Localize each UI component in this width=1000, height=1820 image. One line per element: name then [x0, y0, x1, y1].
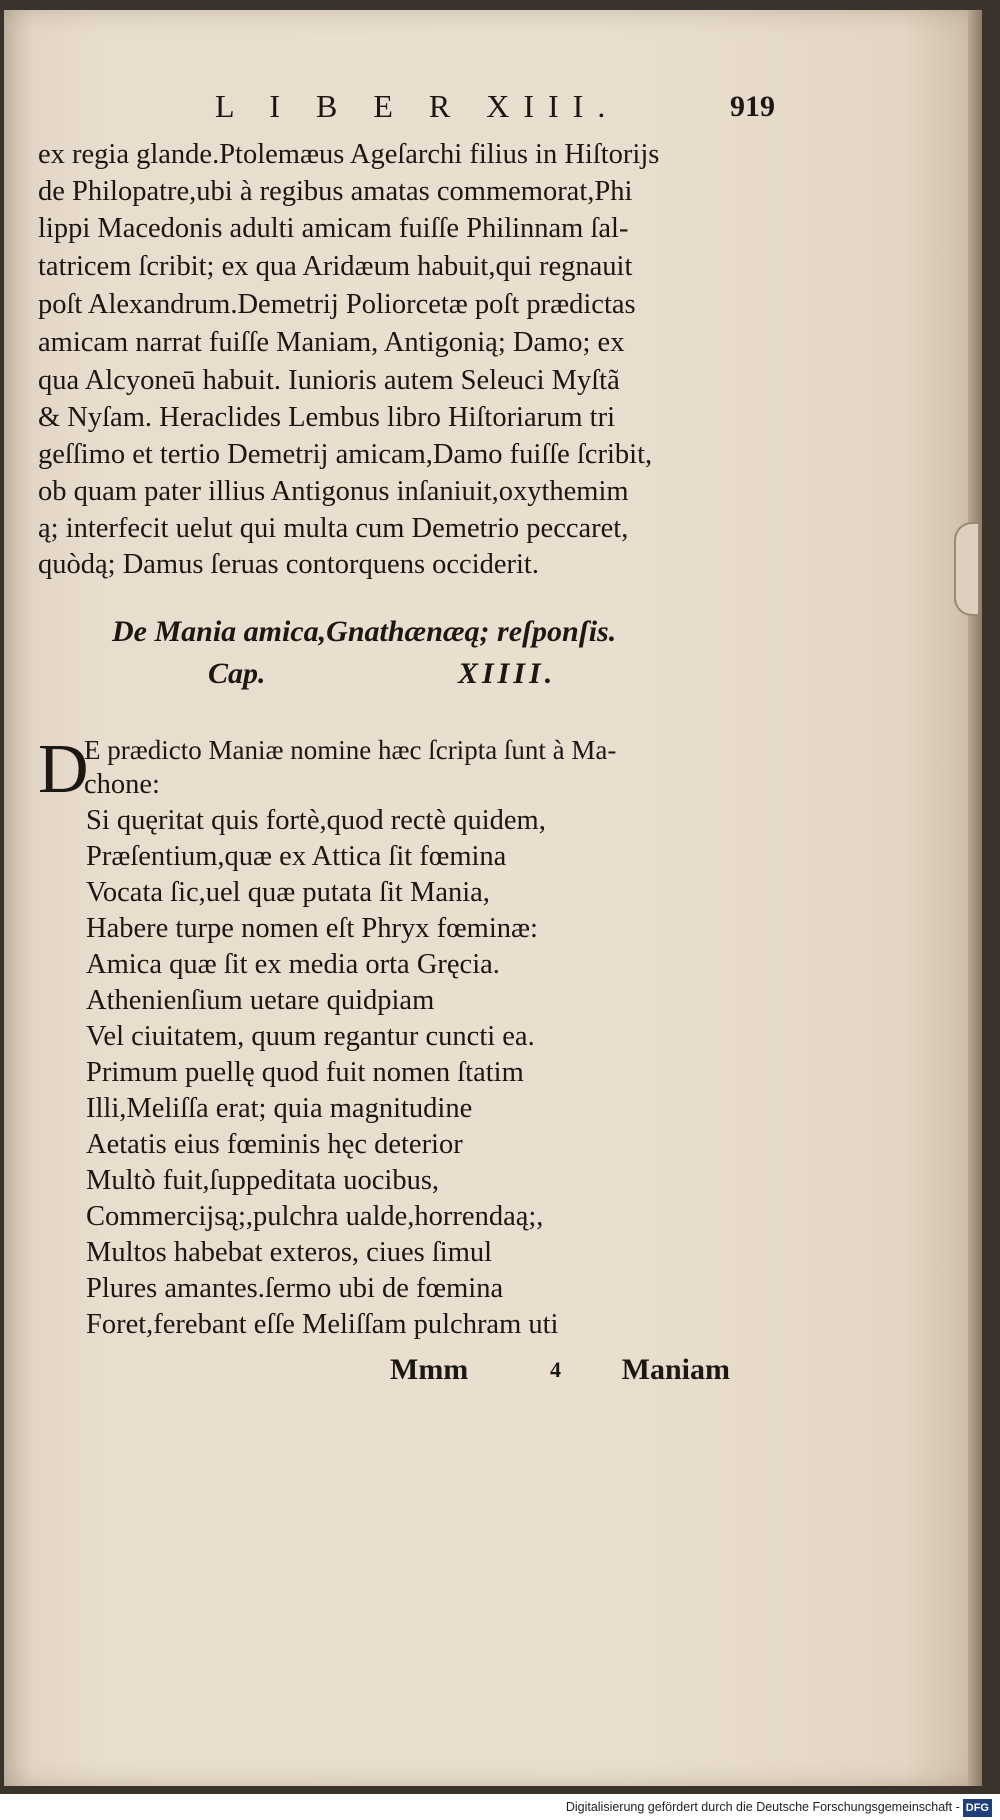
- verse-line: Athenienſium uetare quidpiam: [86, 985, 435, 1016]
- verse-line: Foret,ferebant eſſe Meliſſam pulchram uti: [86, 1309, 559, 1340]
- body-line: geſſimo et tertio Demetrij amicam,Damo fuiſſe ſcribit,: [38, 439, 653, 470]
- catchword: Maniam: [621, 1353, 730, 1386]
- body-line: lippi Macedonis adulti amicam fuiſſe Philinnam ſal-: [38, 213, 629, 244]
- running-title: L I B E R XIII.: [215, 88, 620, 124]
- body-line: poſt Alexandrum.Demetrij Poliorcetæ poſt prædictas: [38, 289, 636, 320]
- verse-line: Commercijsą;,pulchra ualde,horrendaą;,: [86, 1201, 544, 1232]
- body-line: amicam narrat fuiſſe Maniam, Antigonią; Damo; ex: [38, 327, 625, 358]
- chapter-title: De Mania amica,Gnathænæą; reſponſis.: [112, 615, 617, 648]
- body-line: de Philopatre,ubi à regibus amatas commemorat,Phi: [38, 176, 633, 207]
- body-line: qua Alcyoneū habuit. Iunioris autem Seleuci Myſtã: [38, 365, 620, 396]
- body-line: ob quam pater illius Antigonus inſaniuit,oxythemim: [38, 476, 629, 507]
- verse-line: Si quęritat quis fortè,quod rectè quidem,: [86, 805, 546, 836]
- dfg-logo: DFG: [963, 1799, 992, 1817]
- verse-line: Multos habebat exteros, ciues ſimul: [86, 1237, 493, 1268]
- verse-line: Vel ciuitatem, quum regantur cuncti ea.: [86, 1021, 535, 1052]
- page-number: 919: [730, 90, 775, 123]
- digitization-credit: [566, 1798, 992, 1816]
- verse-line: Habere turpe nomen eſt Phryx fœminæ:: [86, 913, 538, 944]
- drop-capital: D: [38, 731, 89, 808]
- verse-line: Vocata ſic,uel quæ putata ſit Mania,: [86, 877, 490, 908]
- verse-line: Multò fuit,ſuppeditata uocibus,: [86, 1165, 440, 1196]
- verse-line: Aetatis eius fœminis hęc deterior: [86, 1129, 463, 1160]
- verse-line: Amica quæ ſit ex media orta Gręcia.: [86, 949, 500, 980]
- body-line: quòdą; Damus ſeruas contorquens occiderit.: [38, 549, 539, 580]
- body-line: ex regia glande.Ptolemæus Ageſarchi filius in Hiſtorijs: [38, 139, 660, 170]
- verse-line: Illi,Meliſſa erat; quia magnitudine: [86, 1093, 473, 1124]
- page-tab-marker: [954, 522, 978, 616]
- body-line: & Nyſam. Heraclides Lembus libro Hiſtoriarum tri: [38, 402, 615, 433]
- body-line: tatricem ſcribit; ex qua Aridæum habuit,qui regnauit: [38, 251, 633, 282]
- verse-line: Primum puellę quod fuit nomen ſtatim: [86, 1057, 524, 1088]
- signature-line: [390, 1352, 740, 1388]
- verse-line: Præſentium,quæ ex Attica ſit fœmina: [86, 841, 507, 872]
- page-header: [215, 88, 775, 128]
- signature-mark: Mmm: [390, 1353, 469, 1386]
- chapter-label: Cap.: [208, 657, 266, 690]
- verse-line: Plures amantes.ſermo ubi de fœmina: [86, 1273, 504, 1304]
- credit-text: Digitalisierung gefördert durch die Deutsche Forschungsgemeinschaft -: [565, 1800, 960, 1814]
- page-edge: [968, 10, 982, 1786]
- intro-line: chone:: [84, 769, 160, 800]
- intro-line: E prædicto Maniæ nomine hæc ſcripta ſunt à Ma-: [84, 735, 617, 765]
- body-line: ą; interfecit uelut qui multa cum Demetrio peccaret,: [38, 513, 629, 544]
- signature-number: 4: [550, 1357, 561, 1382]
- chapter-number: XIIII.: [458, 657, 557, 690]
